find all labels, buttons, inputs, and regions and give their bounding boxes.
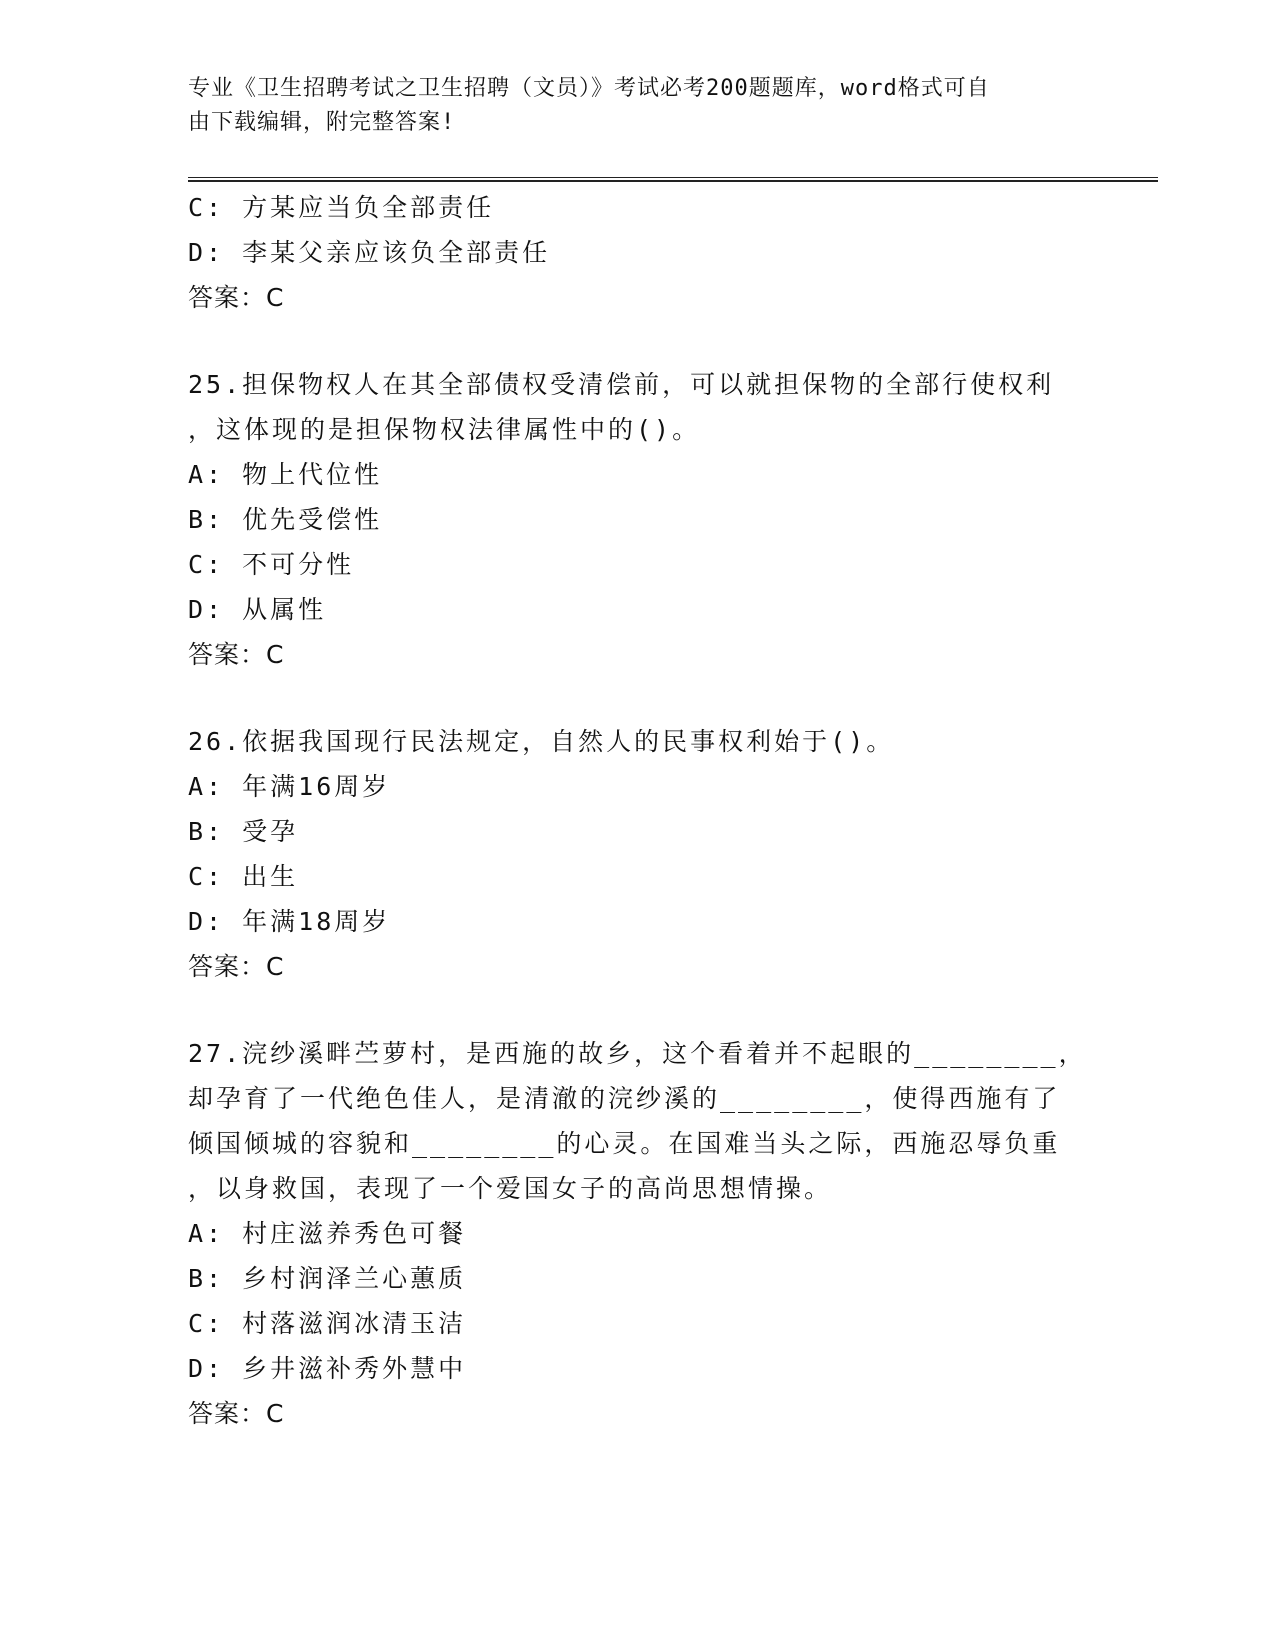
q26-stem-line-1: 26.依据我国现行民法规定，自然人的民事权利始于()。 [188,727,895,756]
q27-stem-line-1: 27.浣纱溪畔苎萝村，是西施的故乡，这个看着并不起眼的________， [188,1039,1087,1068]
q24-option-c: C: 方某应当负全部责任 [188,193,495,222]
page-header [188,72,1088,140]
q24-answer: 答案：C [188,283,285,312]
q27-answer: 答案：C [188,1399,285,1428]
q27-stem-line-3: 倾国倾城的容貌和________的心灵。在国难当头之际，西施忍辱负重 [188,1129,1061,1158]
q26-option-a: A: 年满16周岁 [188,772,391,801]
q24-option-d: D: 李某父亲应该负全部责任 [188,238,551,267]
q27-stem-line-4: ，以身救国，表现了一个爱国女子的高尚思想情操。 [188,1174,833,1203]
header-line-2: 由下载编辑，附完整答案! [188,110,456,135]
q26-answer: 答案：C [188,952,285,981]
q27-option-a: A: 村庄滋养秀色可餐 [188,1219,467,1248]
q25-option-b: B: 优先受偿性 [188,505,383,534]
q25-stem-line-2: ，这体现的是担保物权法律属性中的()。 [188,415,701,444]
q25-option-c: C: 不可分性 [188,550,355,579]
q25-answer: 答案：C [188,640,285,669]
q25-option-d: D: 从属性 [188,595,327,624]
q25-option-a: A: 物上代位性 [188,460,383,489]
q26-option-b: B: 受孕 [188,817,299,846]
q26-option-d: D: 年满18周岁 [188,907,391,936]
q26-option-c: C: 出生 [188,862,299,891]
q27-stem-line-2: 却孕育了一代绝色佳人，是清澈的浣纱溪的________，使得西施有了 [188,1084,1061,1113]
q27-option-b: B: 乡村润泽兰心蕙质 [188,1264,467,1293]
q25-stem-line-1: 25.担保物权人在其全部债权受清偿前，可以就担保物的全部行使权利 [188,370,1055,399]
header-divider [188,177,1158,182]
q27-option-c: C: 村落滋润冰清玉洁 [188,1309,467,1338]
q27-option-d: D: 乡井滋补秀外慧中 [188,1354,467,1383]
header-line-1: 专业《卫生招聘考试之卫生招聘（文员）》考试必考200题题库，word格式可自 [188,76,990,101]
